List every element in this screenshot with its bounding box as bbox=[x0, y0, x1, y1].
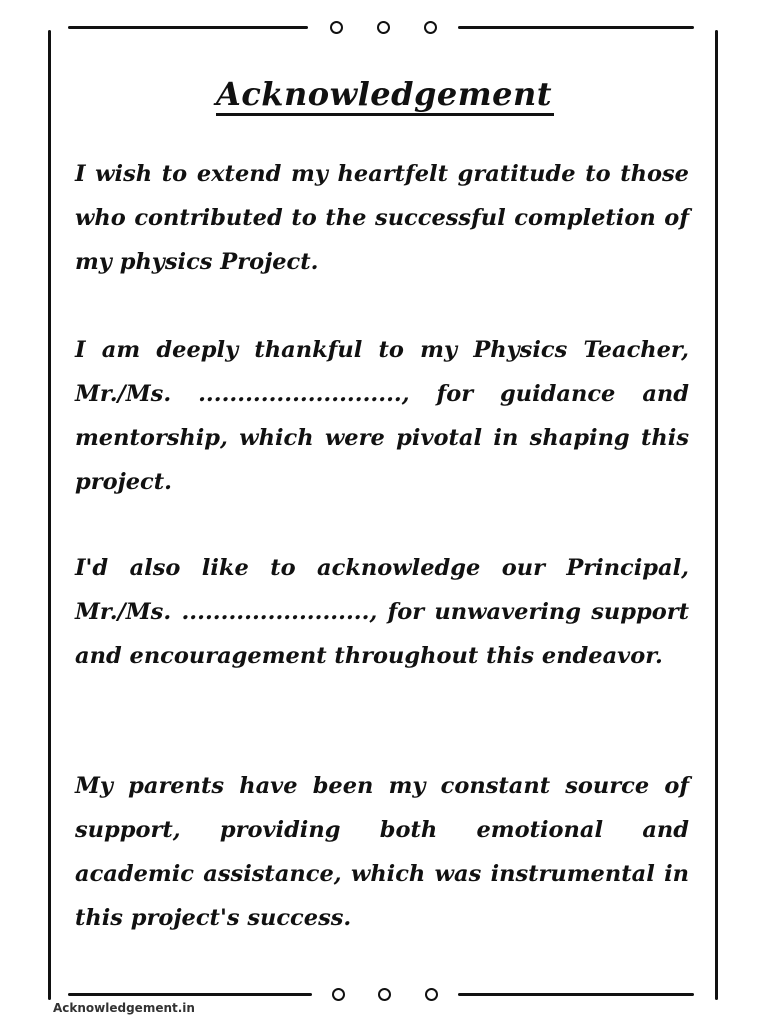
paragraph-gratitude: I wish to extend my heartfelt gratitude to those who contributed to the successful completion of my physics Project. bbox=[75, 161, 689, 275]
paragraph-principal: I'd also like to acknowledge our Principal, Mr./Ms. ........................, for unwavering support and encouragement throughout this endeavor. bbox=[75, 555, 689, 669]
border-bottom-right-line bbox=[458, 993, 694, 996]
ornament-circle-icon bbox=[377, 21, 390, 34]
ornament-circle-icon bbox=[332, 988, 345, 1001]
title-underline bbox=[216, 113, 554, 116]
watermark-text: Acknowledgement.in bbox=[53, 1001, 195, 1015]
paragraph-parents: My parents have been my constant source of support, providing both emotional and academic assistance, which was instrumental in this project's success. bbox=[75, 773, 689, 931]
ornament-circle-icon bbox=[378, 988, 391, 1001]
border-left-line bbox=[48, 30, 51, 1000]
border-top-right-line bbox=[458, 26, 694, 29]
paragraph-teacher: I am deeply thankful to my Physics Teacher, Mr./Ms. .........................., for guidance and mentorship, which were pivotal in shaping this project. bbox=[75, 337, 689, 495]
border-bottom-left-line bbox=[68, 993, 312, 996]
ornament-circle-icon bbox=[425, 988, 438, 1001]
ornament-circle-icon bbox=[424, 21, 437, 34]
ornament-circle-icon bbox=[330, 21, 343, 34]
page-title: Acknowledgement bbox=[215, 75, 553, 113]
border-top-left-line bbox=[68, 26, 308, 29]
border-right-line bbox=[715, 30, 718, 1000]
